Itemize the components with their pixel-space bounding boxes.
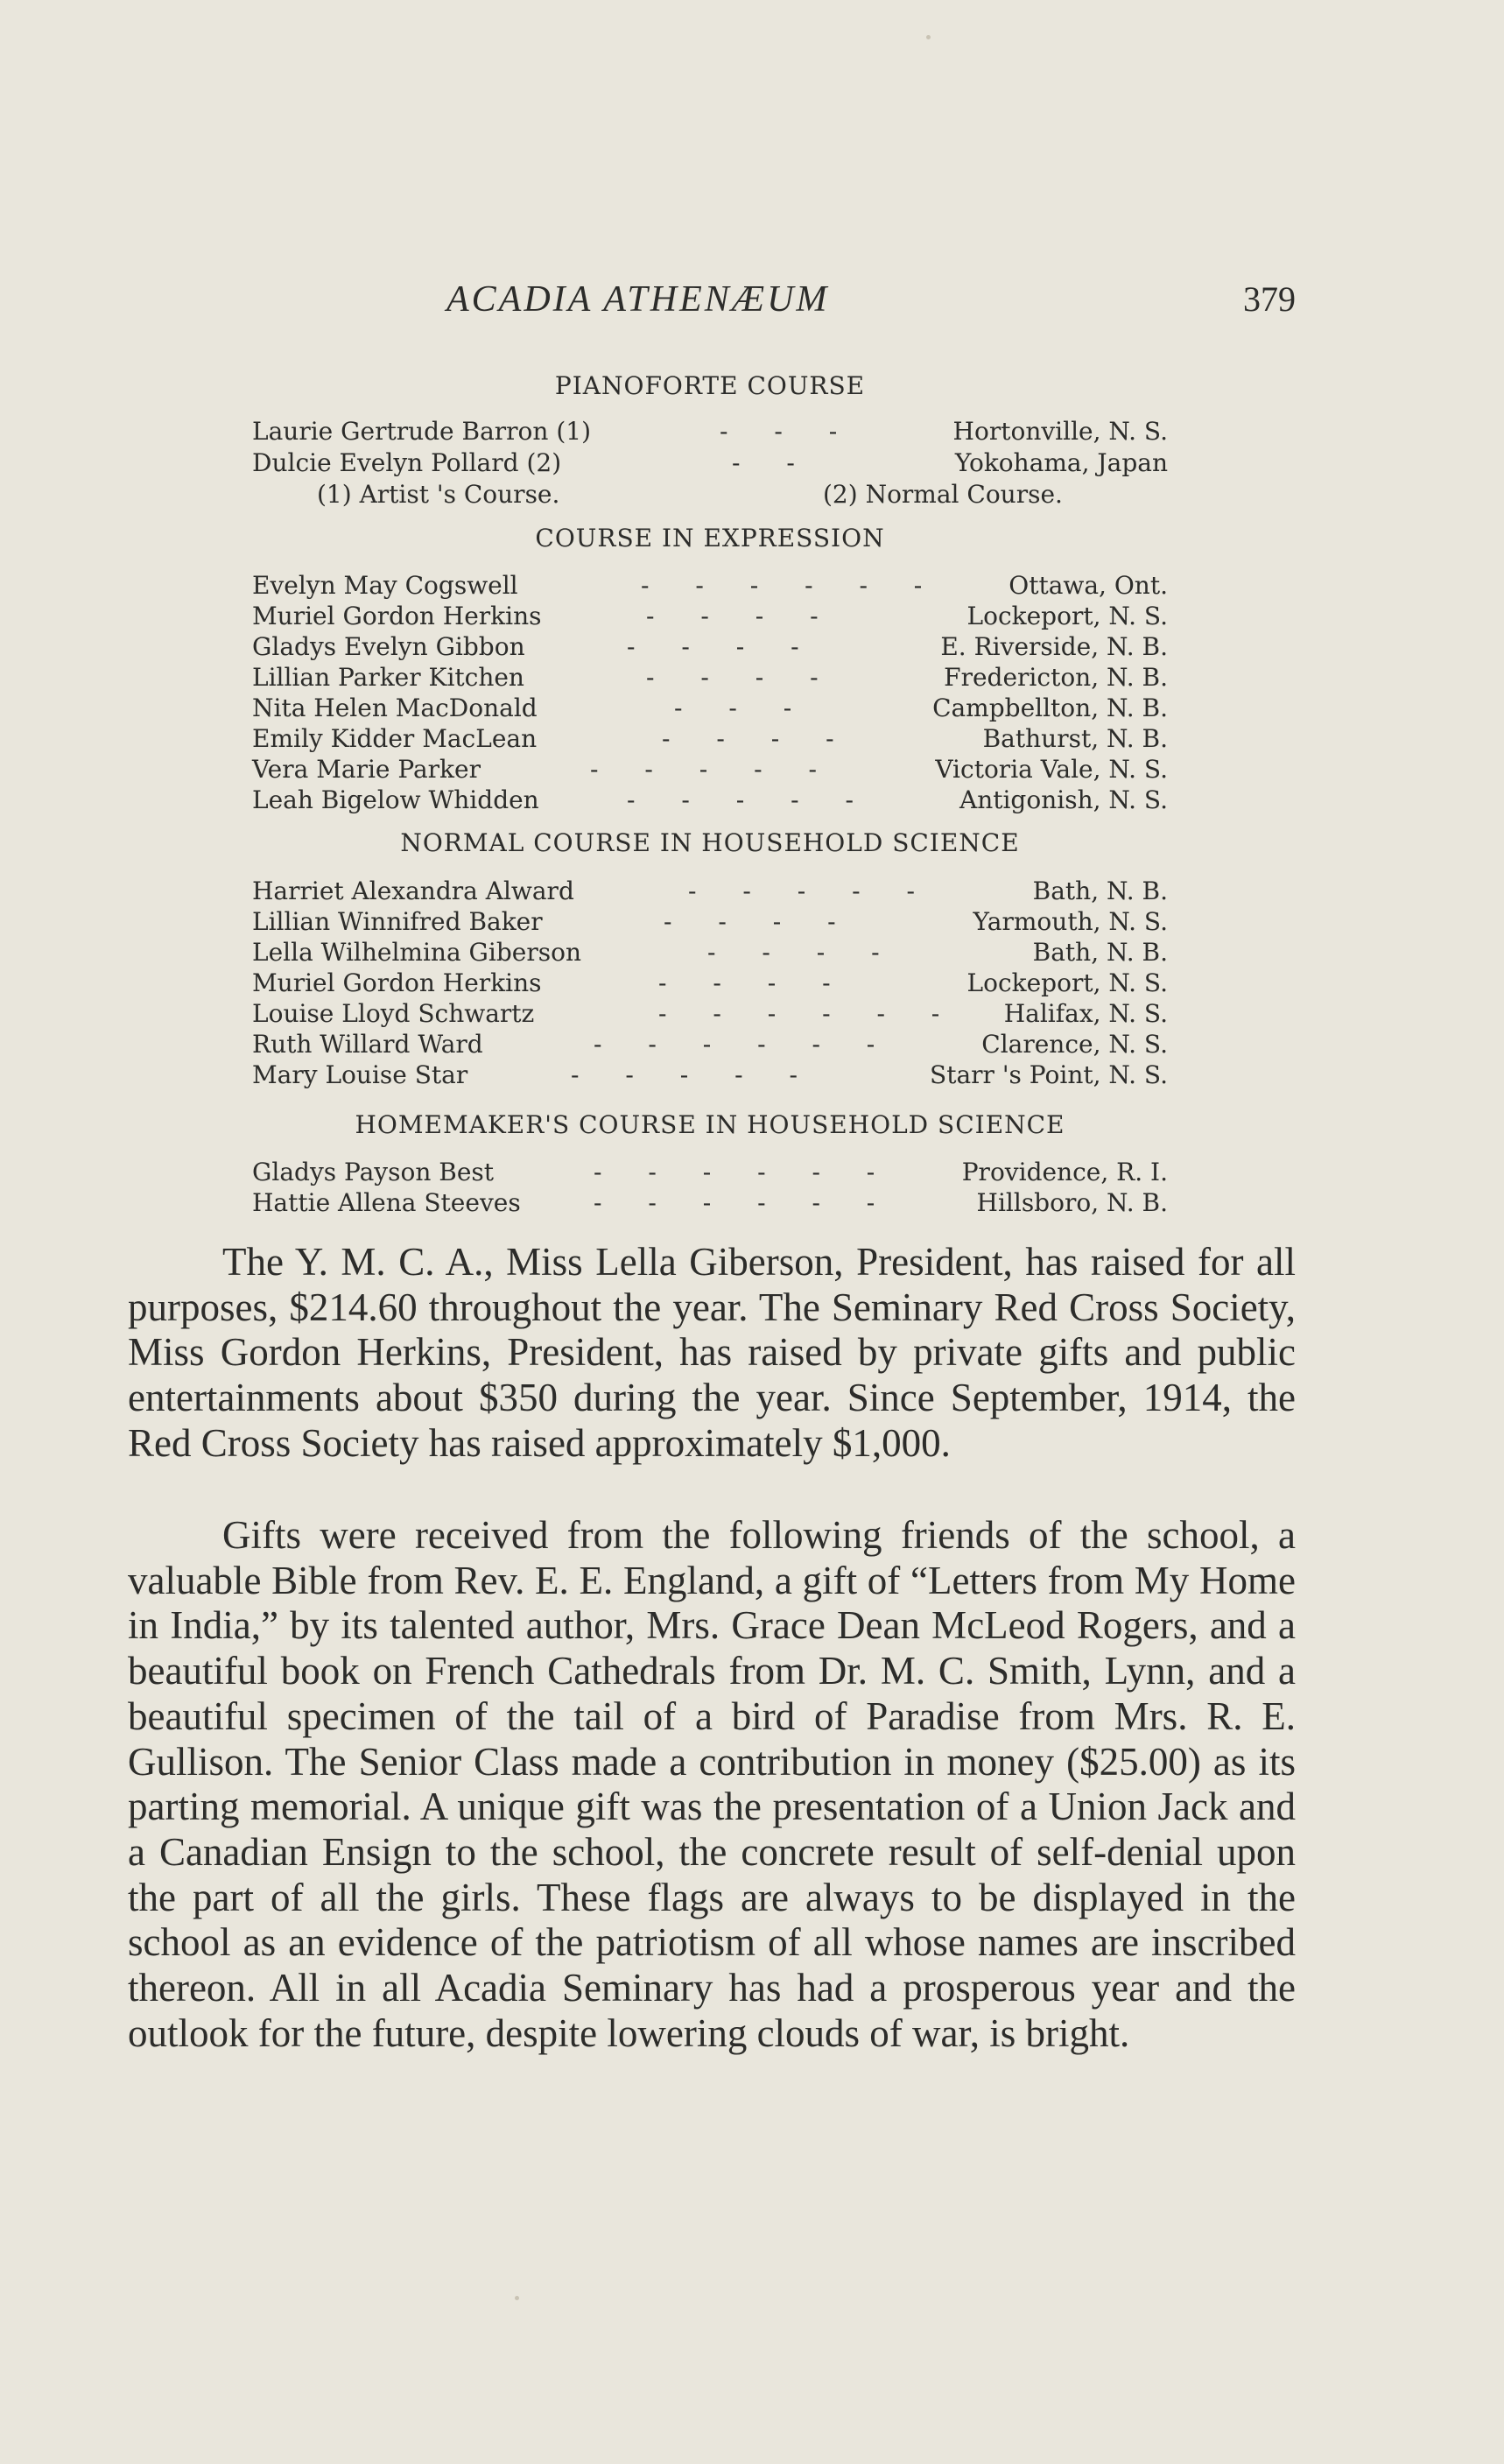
student-name: Harriet Alexandra Alward bbox=[252, 876, 574, 905]
leader-dashes: - - - - bbox=[627, 632, 819, 661]
leader-dashes: - - - - bbox=[707, 938, 899, 967]
list-item bbox=[252, 1030, 1168, 1061]
running-head bbox=[446, 278, 1296, 331]
student-name: Muriel Gordon Herkins bbox=[252, 968, 542, 997]
student-hometown: Lockeport, N. S. bbox=[966, 602, 1168, 630]
student-name: Louise Lloyd Schwartz bbox=[252, 999, 535, 1028]
page-speck bbox=[926, 35, 931, 39]
student-hometown: Bath, N. B. bbox=[1032, 876, 1168, 905]
list-item bbox=[252, 938, 1168, 969]
student-name: Gladys Payson Best bbox=[252, 1158, 495, 1186]
running-title: ACADIA ATHENÆUM bbox=[446, 279, 830, 320]
student-name: Lella Wilhelmina Giberson bbox=[252, 938, 582, 967]
student-hometown: Campbellton, N. B. bbox=[932, 693, 1168, 722]
list-item bbox=[252, 663, 1168, 694]
list-item bbox=[252, 785, 1168, 817]
list-item bbox=[252, 602, 1168, 633]
body-paragraph-gifts: Gifts were received from the following friends of the school, a valuable Bible from Rev. E. E. England, a gift of “Letters from My Home in India,” by its talented author, Mrs. Grace Dean McLeod Rogers, and a beautiful book on French Cathedrals from Dr. M. C. Smith, Lynn, and a beautiful specimen of the tail of a bird of Paradise from Mrs. R. E. Gullison. The Senior Class made a contribution in money ($25.00) as its parting memorial. A unique gift was the presentation of a Union Jack and a Canadian Ensign to the school, the concrete result of self-denial upon the part of all the girls. These flags are always to be displayed in the school as an evidence of the patriotism of all whose names are inscribed thereon. All in all Acadia Seminary has had a prosperous year and the outlook for the future, despite lowering clouds of war, is bright. bbox=[128, 1513, 1296, 2055]
list-item bbox=[252, 724, 1168, 756]
student-name: Laurie Gertrude Barron (1) bbox=[252, 417, 592, 446]
student-name: Ruth Willard Ward bbox=[252, 1030, 483, 1059]
leader-dashes: - - - - - - bbox=[641, 571, 942, 600]
list-item bbox=[252, 876, 1168, 908]
leader-dashes: - - - - - bbox=[627, 785, 873, 814]
leader-dashes: - - - bbox=[720, 417, 857, 446]
list-item bbox=[252, 571, 1168, 602]
section-heading-homemaker: HOMEMAKER'S COURSE IN HOUSEHOLD SCIENCE bbox=[355, 1110, 1065, 1139]
student-name: Nita Helen MacDonald bbox=[252, 693, 538, 722]
student-hometown: Lockeport, N. S. bbox=[966, 968, 1168, 997]
student-name: Mary Louise Star bbox=[252, 1060, 468, 1089]
section-heading-household-normal: NORMAL COURSE IN HOUSEHOLD SCIENCE bbox=[400, 828, 1020, 857]
leader-dashes: - - - - bbox=[646, 602, 838, 630]
list-item bbox=[252, 693, 1168, 725]
page-speck bbox=[515, 2296, 519, 2300]
leader-dashes: - - - - - - bbox=[594, 1188, 895, 1217]
student-name: Gladys Evelyn Gibbon bbox=[252, 632, 525, 661]
course-note-normal: (2) Normal Course. bbox=[823, 480, 1063, 509]
leader-dashes: - - - - bbox=[658, 968, 850, 997]
student-hometown: Fredericton, N. B. bbox=[944, 663, 1168, 692]
leader-dashes: - - - - - bbox=[590, 755, 836, 784]
list-item bbox=[252, 448, 1168, 480]
student-hometown: Yokohama, Japan bbox=[954, 448, 1168, 477]
student-hometown: Clarence, N. S. bbox=[981, 1030, 1168, 1059]
student-name: Emily Kidder MacLean bbox=[252, 724, 538, 753]
student-hometown: Yarmouth, N. S. bbox=[973, 907, 1168, 936]
leader-dashes: - - - - - - bbox=[594, 1158, 895, 1186]
list-item bbox=[252, 755, 1168, 786]
list-item bbox=[252, 1158, 1168, 1189]
student-name: Leah Bigelow Whidden bbox=[252, 785, 539, 814]
student-hometown: Ottawa, Ont. bbox=[1009, 571, 1168, 600]
section-heading-expression: COURSE IN EXPRESSION bbox=[535, 524, 885, 553]
student-hometown: Bathurst, N. B. bbox=[982, 724, 1168, 753]
list-item bbox=[252, 999, 1168, 1031]
course-notes bbox=[252, 480, 1168, 511]
leader-dashes: - - - - - bbox=[571, 1060, 817, 1089]
student-name: Dulcie Evelyn Pollard (2) bbox=[252, 448, 562, 477]
student-hometown: Hillsboro, N. B. bbox=[976, 1188, 1168, 1217]
student-name: Evelyn May Cogswell bbox=[252, 571, 518, 600]
leader-dashes: - - - - bbox=[662, 724, 854, 753]
student-name: Vera Marie Parker bbox=[252, 755, 481, 784]
page-number: 379 bbox=[1243, 279, 1296, 319]
student-hometown: Halifax, N. S. bbox=[1003, 999, 1168, 1028]
student-name: Hattie Allena Steeves bbox=[252, 1188, 521, 1217]
student-name: Muriel Gordon Herkins bbox=[252, 602, 542, 630]
list-item bbox=[252, 417, 1168, 448]
leader-dashes: - - - - bbox=[646, 663, 838, 692]
student-hometown: E. Riverside, N. B. bbox=[940, 632, 1168, 661]
list-item bbox=[252, 907, 1168, 939]
student-hometown: Antigonish, N. S. bbox=[959, 785, 1168, 814]
list-item bbox=[252, 1060, 1168, 1092]
leader-dashes: - - - - - bbox=[688, 876, 934, 905]
leader-dashes: - - - bbox=[674, 693, 812, 722]
student-hometown: Providence, R. I. bbox=[961, 1158, 1168, 1186]
student-name: Lillian Parker Kitchen bbox=[252, 663, 524, 692]
leader-dashes: - - - - - - bbox=[594, 1030, 895, 1059]
student-name: Lillian Winnifred Baker bbox=[252, 907, 543, 936]
course-note-artist: (1) Artist 's Course. bbox=[317, 480, 560, 509]
student-hometown: Bath, N. B. bbox=[1032, 938, 1168, 967]
leader-dashes: - - - - bbox=[664, 907, 855, 936]
list-item bbox=[252, 1188, 1168, 1220]
leader-dashes: - - - - - - bbox=[658, 999, 959, 1028]
body-paragraph-fundraising: The Y. M. C. A., Miss Lella Giberson, President, has raised for all purposes, $214.60 throughout the year. The Seminary Red Cross Society, Miss Gordon Herkins, President, has raised by private gifts and public entertainments about $350 during the year. Since September, 1914, the Red Cross Society has raised approximately $1,000. bbox=[128, 1240, 1296, 1465]
student-hometown: Hortonville, N. S. bbox=[952, 417, 1168, 446]
section-heading-pianoforte: PIANOFORTE COURSE bbox=[554, 371, 866, 400]
student-hometown: Starr 's Point, N. S. bbox=[930, 1060, 1168, 1089]
leader-dashes: - - bbox=[732, 448, 814, 477]
list-item bbox=[252, 632, 1168, 664]
list-item bbox=[252, 968, 1168, 1000]
student-hometown: Victoria Vale, N. S. bbox=[935, 755, 1168, 784]
